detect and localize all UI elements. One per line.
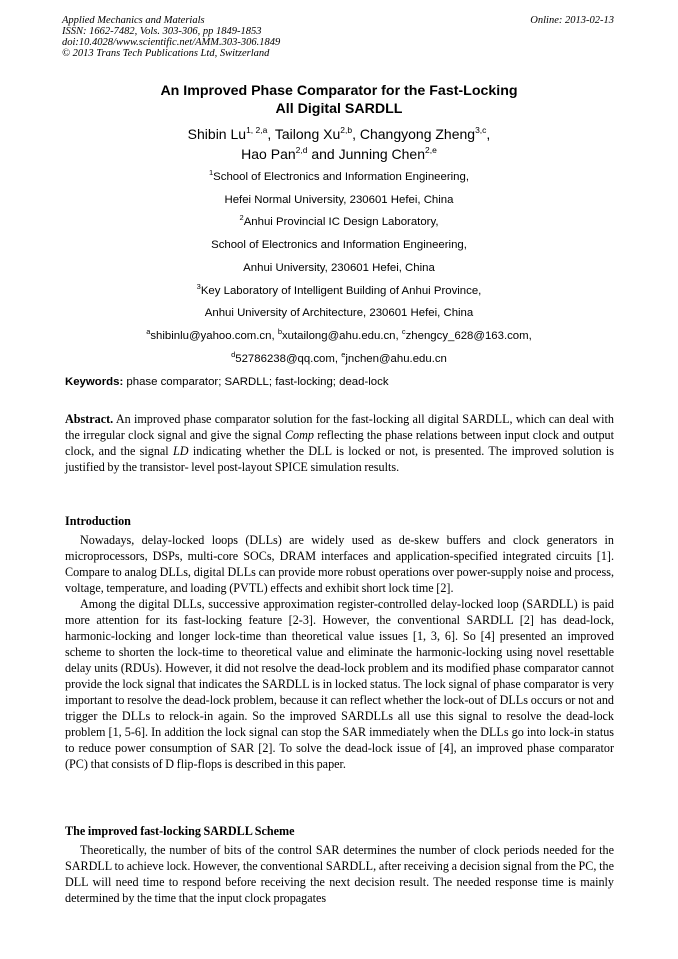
author-affiliation-mark: 2,b: [340, 125, 353, 135]
affiliation-line: [0, 280, 678, 303]
paragraph: Theoretically, the number of bits of the control SAR determines the number of clock periods needed for the SARDLL to achieve lock. However, the conventional SARDLL, after receiving a decision signal from the PC, the DLL will need time to respond before receiving the next decision result. The needed response time is mainly determined by the time that the input clock propagates: [65, 843, 614, 905]
section-scheme: [65, 823, 614, 906]
author-affiliation-mark: 1, 2,a: [246, 125, 268, 135]
affiliation-line: [0, 257, 678, 280]
author-name: Junning Chen: [338, 146, 426, 162]
affiliation-text: Key Laboratory of Intelligent Building of Anhui Province,: [200, 284, 482, 297]
email-d[interactable]: 52786238@qq.com: [235, 352, 335, 365]
online-date: Online: 2013-02-13: [530, 15, 614, 26]
email-b[interactable]: xutailong@ahu.edu.cn: [281, 329, 396, 342]
keywords-label: Keywords:: [65, 376, 124, 388]
author-affiliation-mark: 3,c: [475, 125, 487, 135]
author-name: Tailong Xu: [274, 126, 341, 142]
abstract-text: An improved phase comparator solution for the fast-locking all digital SARDLL, which can deal with the irregular clock signal and give the signal: [65, 412, 614, 442]
journal-name: Applied Mechanics and Materials: [62, 15, 205, 26]
author-list: [0, 124, 678, 164]
abstract-signal-comp: Comp: [284, 428, 314, 442]
author-separator: and: [307, 146, 339, 162]
affiliations: [0, 166, 678, 370]
abstract-signal-ld: LD: [173, 444, 189, 458]
doi-line: doi:10.4028/www.scientific.net/AMM.303-306.1849: [62, 37, 281, 48]
email-a[interactable]: shibinlu@yahoo.com.cn: [150, 329, 272, 342]
affiliation-number: 1: [209, 168, 214, 177]
email-line-2: $^d$52786238@qq.com, $^e$jnchen@ahu.edu.cn: [231, 349, 447, 365]
paper-title: [0, 82, 678, 118]
affiliation-line: [0, 234, 678, 257]
author-line-2: [0, 144, 678, 164]
section-heading: The improved fast-locking SARDLL Scheme: [65, 824, 295, 838]
author-separator: ,: [352, 126, 360, 142]
affiliation-number: 2: [239, 213, 244, 223]
author-name: Changyong Zheng: [359, 126, 476, 142]
email-c[interactable]: zhengcy_628@163.com: [405, 329, 529, 342]
section-introduction: [65, 513, 614, 772]
affiliation-line: [0, 166, 678, 189]
issn-line: ISSN: 1662-7482, Vols. 303-306, pp 1849-1853: [62, 26, 262, 37]
author-line-1: [0, 124, 678, 144]
abstract-label: Abstract.: [65, 412, 114, 426]
abstract: [65, 411, 614, 475]
affiliation-number: 3: [196, 281, 201, 291]
author-affiliation-mark: 2,e: [425, 145, 437, 155]
title-line-2: All Digital SARDLL: [275, 101, 403, 117]
affiliation-text: School of Electronics and Information Engineering,: [211, 239, 467, 252]
abstract-text: indicating whether the DLL is locked or not, is presented. The improved solution is justified by the transistor- level post-layout SPICE simulation results.: [65, 444, 615, 474]
affiliation-text: Anhui University of Architecture, 230601 Hefei, China: [204, 307, 474, 320]
author-affiliation-mark: 2,d: [295, 145, 308, 155]
email-e[interactable]: jnchen@ahu.edu.cn: [345, 352, 447, 365]
section-heading: Introduction: [65, 514, 131, 528]
author-separator: ,: [267, 126, 275, 142]
paragraph: Among the digital DLLs, successive approximation register-controlled delay-locked loop (SARDLL) is paid more attention for its fast-locking feature [2-3]. However, the conventional SARDLL [2] has dead-lock, harmonic-locking and longer lock-time than theoretical value issues [1, 3, 6]. So [4] presented an improved scheme to shorten the lock-time to theoretical value and eliminate the harmonic-locking using novel resettable delay units (RDUs). However, it did not resolve the dead-lock problem and its modified phase comparator cannot provide the lock signal that indicates the SARDLL is in locked status. The lock signal of phase comparator is very important to resolve the dead-lock problem, because it can reflect whether the lock-out of DLLs occurs or not and trigger the DLLs to relock-in again. So the improved SARDLLs all use this signal to resolve the dead-lock problem [1, 5-6]. In addition the lock signal can stop the SAR immediately when the DLLs go into lock-in status to reduce power consumption of SAR [2]. To solve the dead-lock issue of [4], an improved phase comparator (PC) that consists of D flip-flops is described in this paper.: [65, 597, 614, 771]
email-line-1: $^a$shibinlu@yahoo.com.cn, $^b$xutailong@ahu.edu.cn, $^c$zhengcy_628@163.com,: [146, 326, 532, 342]
author-name: Hao Pan: [241, 146, 296, 162]
title-line-1: An Improved Phase Comparator for the Fast-Locking: [160, 83, 518, 99]
keywords: [65, 375, 614, 389]
affiliation-text: School of Electronics and Information Engineering,: [213, 171, 469, 183]
author-separator: ,: [486, 126, 491, 142]
paragraph: Nowadays, delay-locked loops (DLLs) are widely used as de-skew buffers and clock generators in microprocessors, DSPs, multi-core SOCs, DRAM interfaces and application-specified integrated circuits [1]. Compare to analog DLLs, digital DLLs can provide more robust operations over power-supply noise and process, voltage, temperature, and loading (PVTL) effects and exhibit short lock time [2].: [65, 533, 614, 595]
copyright-line: © 2013 Trans Tech Publications Ltd, Switzerland: [62, 48, 270, 59]
journal-header: [62, 15, 614, 59]
keywords-text: phase comparator; SARDLL; fast-locking; dead-lock: [126, 376, 389, 388]
affiliation-line: [0, 189, 678, 212]
abstract-text: reflecting the phase relations between input clock and output clock, and the signal: [65, 428, 615, 458]
author-name: Shibin Lu: [187, 126, 247, 142]
affiliation-line: [0, 302, 678, 325]
affiliation-line: [0, 211, 678, 234]
affiliation-text: Anhui University, 230601 Hefei, China: [243, 261, 435, 274]
affiliation-text: Hefei Normal University, 230601 Hefei, China: [224, 193, 454, 206]
affiliation-text: Anhui Provincial IC Design Laboratory,: [243, 216, 439, 229]
